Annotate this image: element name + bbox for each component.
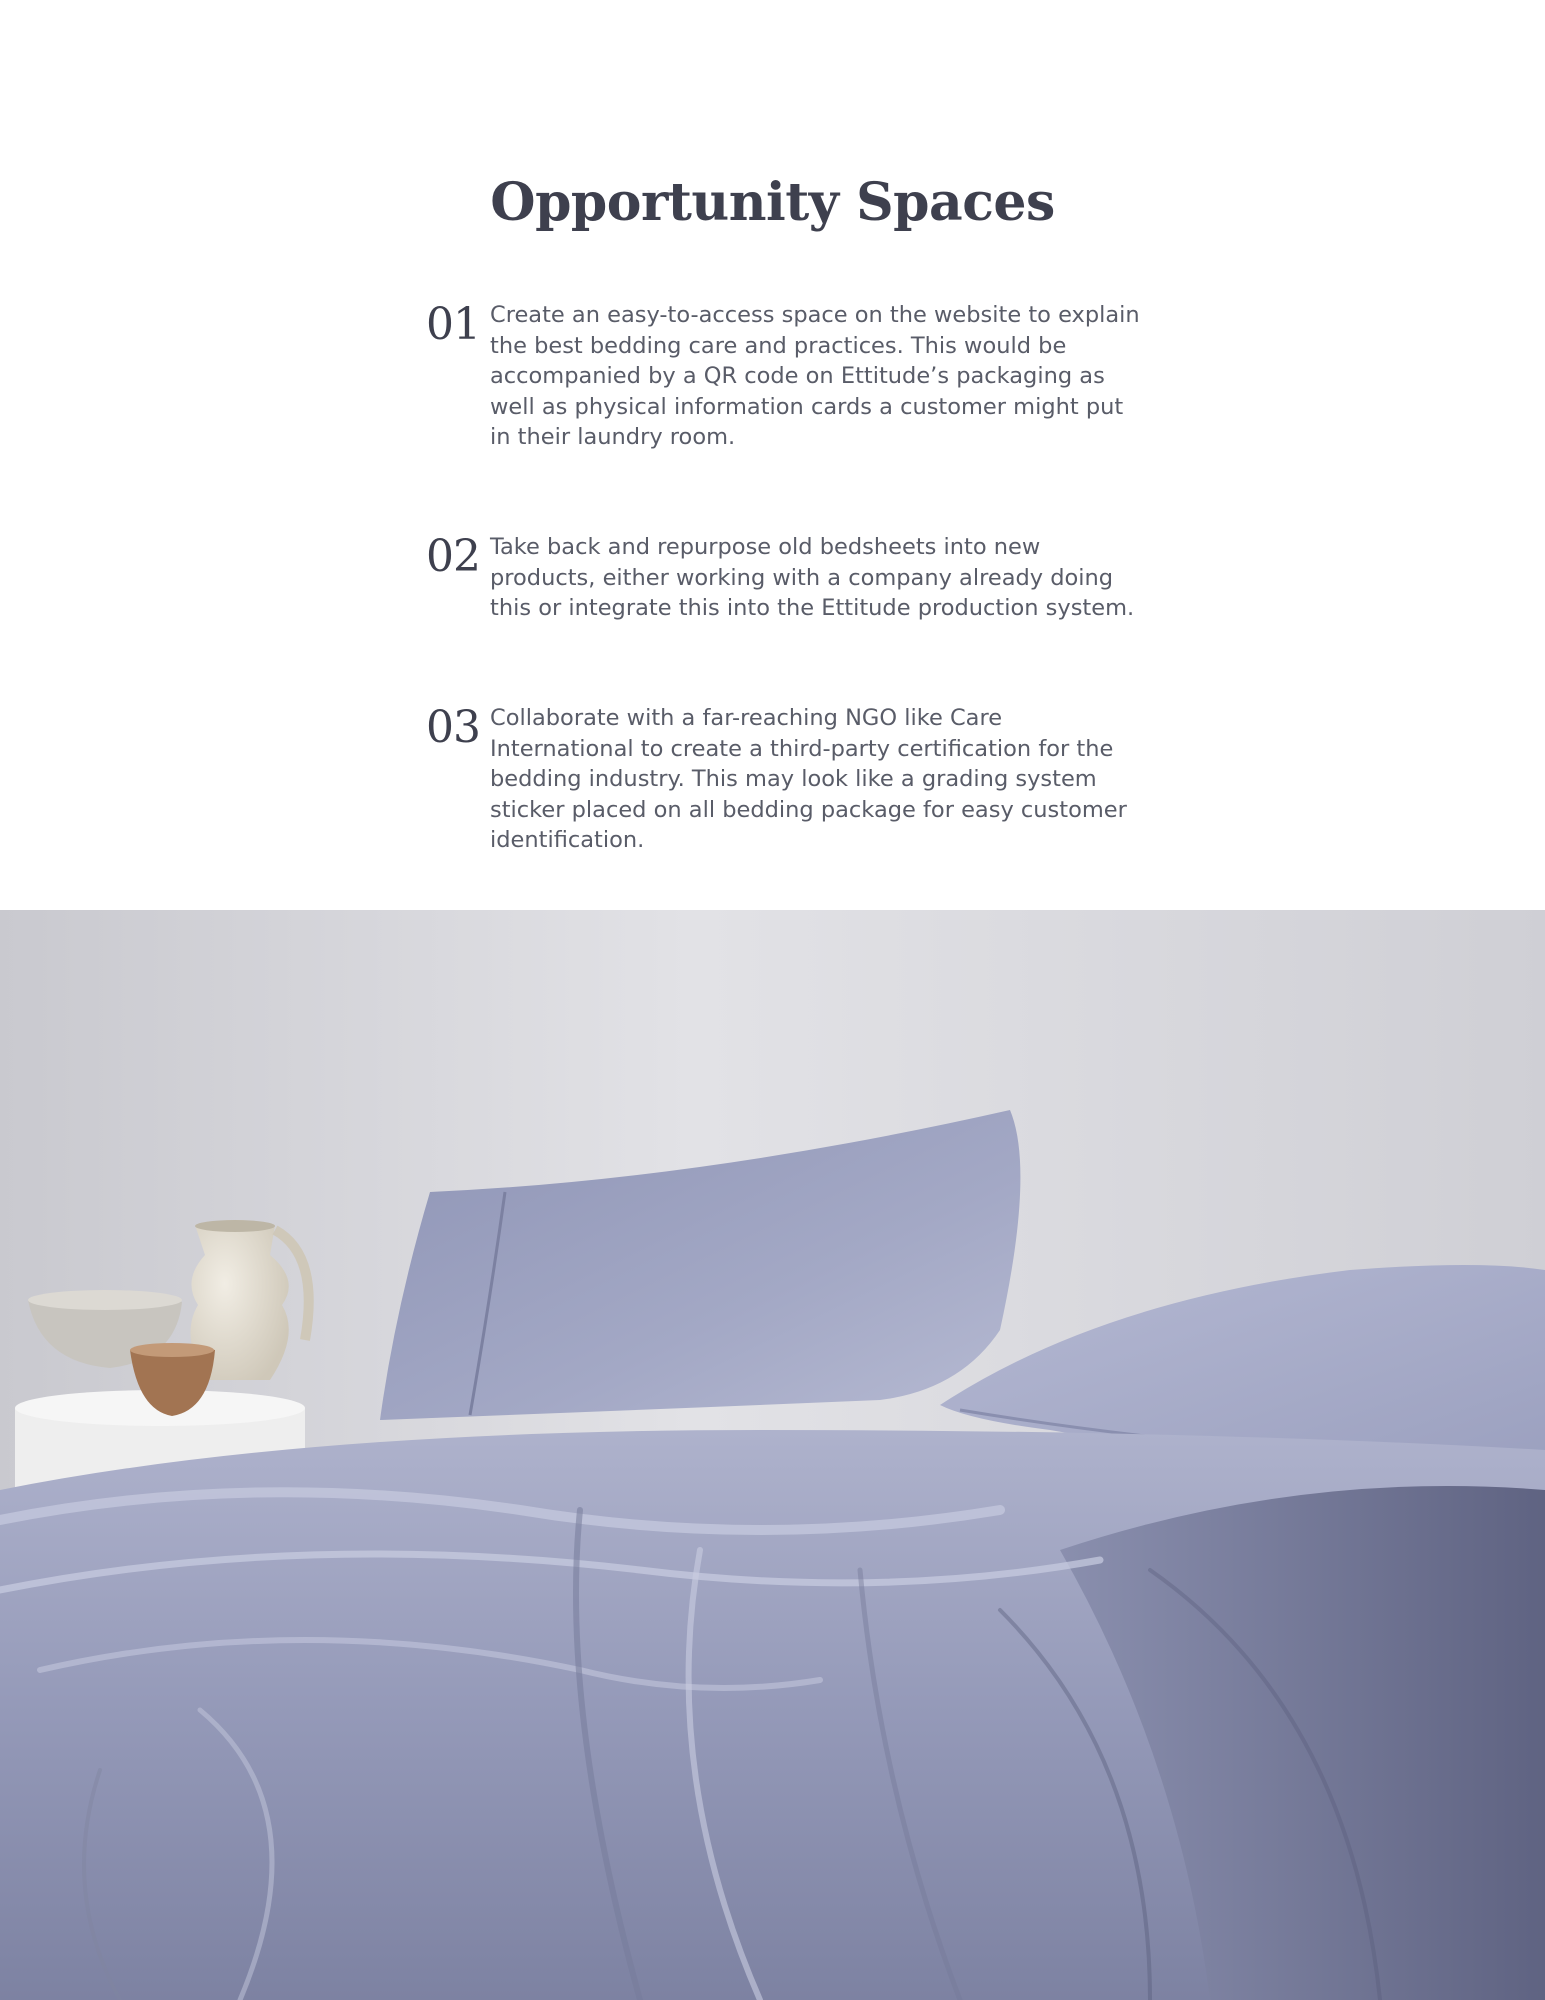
item-number: 01: [426, 299, 480, 350]
item-text: Create an easy-to-access space on the website to explain the best bedding care and practices. This would be accompanied by a QR code on Ettitude’s packaging as well as physical information cards a customer might put in their laundry room.: [490, 302, 1140, 450]
item-number: 03: [426, 702, 480, 753]
item-text: Collaborate with a far-reaching NGO like Care International to create a third-party certification for the bedding industry. This may look like a grading system sticker placed on all bedding package for easy customer identification.: [490, 705, 1127, 853]
page-title: Opportunity Spaces: [490, 172, 1055, 233]
bedroom-photo-illustration: [0, 910, 1545, 2000]
item-number: 02: [426, 531, 480, 582]
bedroom-photo: [0, 910, 1545, 2000]
item-text: Take back and repurpose old bedsheets into new products, either working with a company already doing this or integrate this into the Ettitude production system.: [490, 534, 1135, 621]
